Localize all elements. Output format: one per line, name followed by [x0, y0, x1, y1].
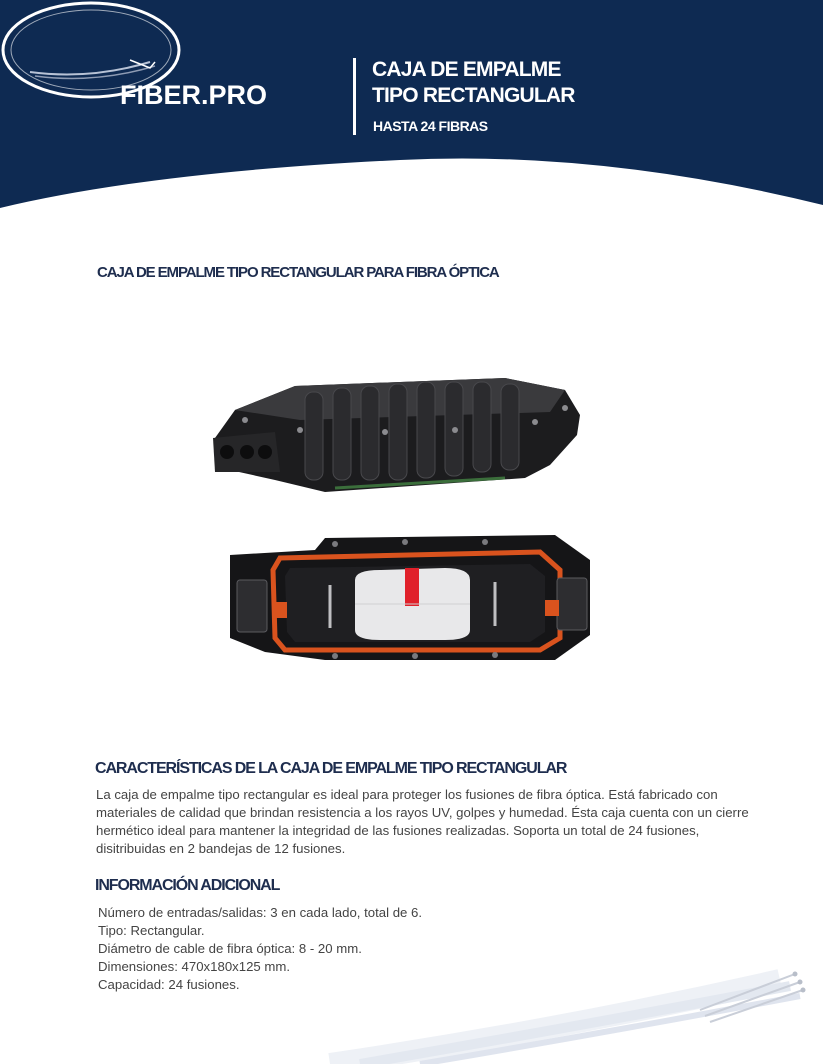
fiber-cable-decoration — [0, 960, 823, 1064]
header-banner — [0, 0, 823, 215]
header-title-line2: TIPO RECTANGULAR — [372, 84, 575, 107]
closed-enclosure-image — [213, 378, 580, 492]
header-subtitle: HASTA 24 FIBRAS — [373, 118, 488, 134]
info-item: Dimensiones: 470x180x125 mm. — [98, 959, 291, 974]
header-title-line1: CAJA DE EMPALME — [372, 58, 561, 81]
features-paragraph: La caja de empalme tipo rectangular es ideal para proteger los fusiones de fibra óptica. Está fabricado con materiales de calidad que brindan resistencia a los rayos UV, golpes y humedad. Ésta caja cuenta con un cierre hermético ideal para mantener la integridad de las fusiones realizadas. Soporta un total de 24 fusiones, disitribuidas en 2 bandejas de 12 fusiones. — [96, 787, 749, 856]
features-heading: CARACTERÍSTICAS DE LA CAJA DE EMPALME TIPO RECTANGULAR — [95, 760, 567, 777]
logo-text: FIBER.PRO — [120, 80, 268, 110]
info-item: Capacidad: 24 fusiones. — [98, 977, 240, 992]
info-item: Tipo: Rectangular. — [98, 923, 205, 938]
section-title: CAJA DE EMPALME TIPO RECTANGULAR PARA FIBRA ÓPTICA — [97, 264, 499, 281]
info-heading: INFORMACIÓN ADICIONAL — [95, 877, 280, 894]
open-enclosure-image — [230, 535, 590, 660]
info-item: Número de entradas/salidas: 3 en cada lado, total de 6. — [98, 905, 423, 920]
product-photo — [205, 360, 605, 690]
info-item: Diámetro de cable de fibra óptica: 8 - 20 mm. — [98, 941, 362, 956]
header-divider — [353, 58, 356, 135]
header-title — [372, 57, 575, 109]
